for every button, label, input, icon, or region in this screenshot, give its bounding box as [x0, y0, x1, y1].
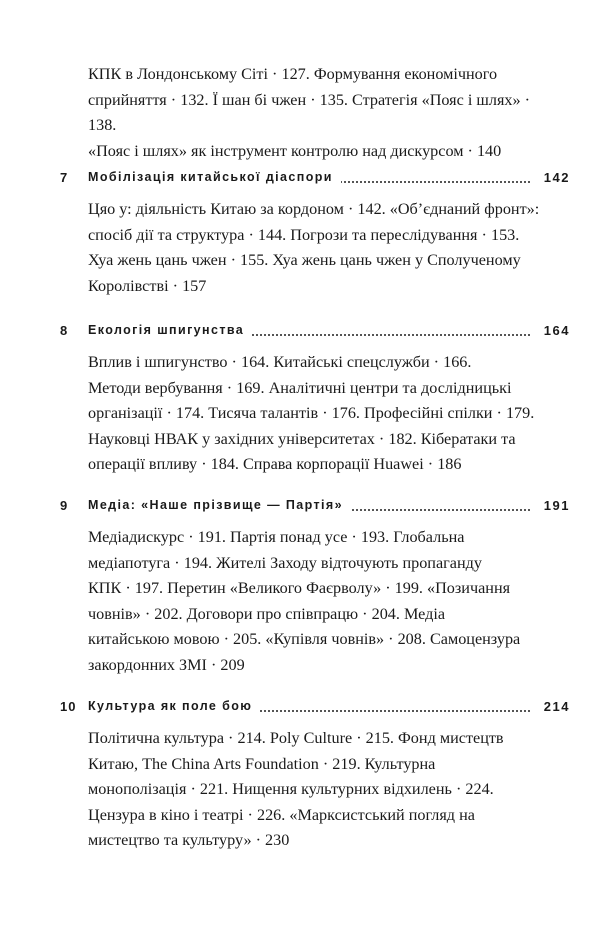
entry-line: Китаю, The China Arts Foundation · 219. Культурна	[88, 754, 436, 773]
chapter-7	[0, 170, 600, 299]
chapter-title: Культура як поле бою	[88, 699, 260, 713]
chapter-heading	[0, 170, 600, 198]
entry-line: КПК · 197. Перетин «Великого Фаєрволу» · 199. «Позичання	[88, 579, 511, 597]
entry-line: закордонних ЗМІ · 209	[88, 655, 245, 674]
chapter-entries	[88, 726, 556, 854]
chapter-entries	[88, 525, 556, 678]
chapter-page-number: 214	[538, 699, 570, 714]
chapter-page-number: 164	[538, 323, 570, 338]
chapter-10	[0, 699, 600, 854]
continued-chapter-entries	[88, 62, 548, 164]
chapter-page-number: 142	[538, 170, 570, 185]
entry-line: Вплив і шпигунство · 164. Китайські спецслужби · 166.	[88, 353, 472, 371]
chapter-number: 10	[60, 699, 77, 714]
entry-line: Методи вербування · 169. Аналітичні центри та дослідницькі	[88, 378, 512, 397]
entry-line: спосіб дії та структура · 144. Погрози та переслідування · 153.	[88, 225, 520, 244]
chapter-page-number: 191	[538, 498, 570, 513]
chapter-heading	[0, 699, 600, 727]
chapter-title: Екологія шпигунства	[88, 323, 252, 337]
entry-line: мистецтво та культуру» · 230	[88, 831, 290, 849]
entry-line: КПК в Лондонському Сіті · 127. Формування економічного	[88, 65, 498, 83]
chapter-8	[0, 323, 600, 478]
entry-line: Цяо у: діяльність Китаю за кордоном · 142. «Об’єднаний фронт»:	[88, 200, 540, 218]
entry-line: «Пояс і шлях» як інструмент контролю над дискурсом · 140	[88, 141, 502, 160]
chapter-9	[0, 498, 600, 678]
entry-line: монополізація · 221. Нищення культурних відхилень · 224.	[88, 780, 494, 798]
entry-line: операції впливу · 184. Справа корпорації Huawei · 186	[88, 455, 462, 473]
chapter-number: 7	[60, 170, 69, 185]
entry-line: Науковці НВАК у західних університетах · 182. Кібератаки та	[88, 429, 516, 448]
chapter-number: 9	[60, 498, 69, 513]
chapter-title: Медіа: «Наше прізвище — Партія»	[88, 498, 351, 512]
chapter-heading	[0, 323, 600, 351]
entry-line: Королівстві · 157	[88, 276, 207, 295]
chapter-number: 8	[60, 323, 69, 338]
entry-line: Політична культура · 214. Poly Culture · 215. Фонд мистецтв	[88, 729, 504, 747]
entry-line: Цензура в кіно і театрі · 226. «Марксистський погляд на	[88, 805, 475, 824]
entry-line: човнів» · 202. Договори про співпрацю · 204. Медіа	[88, 604, 446, 623]
entry-line: сприйняття · 132. Ї шан бі чжен · 135. Стратегія «Пояс і шлях» · 138.	[88, 90, 531, 134]
entry-line: Хуа жень цань чжен · 155. Хуа жень цань чжен у Сполученому	[88, 251, 521, 269]
chapter-entries	[88, 350, 556, 478]
chapter-entries	[88, 197, 556, 299]
chapter-title: Мобілізація китайської діаспори	[88, 170, 341, 184]
entry-line: організації · 174. Тисяча талантів · 176. Професійні спілки · 179.	[88, 404, 535, 422]
entry-line: медіапотуга · 194. Жителі Заходу відточують пропаганду	[88, 553, 482, 572]
entry-line: Медіадискурс · 191. Партія понад усе · 193. Глобальна	[88, 528, 465, 546]
entry-line: китайською мовою · 205. «Купівля човнів» · 208. Самоцензура	[88, 630, 521, 648]
chapter-heading	[0, 498, 600, 526]
